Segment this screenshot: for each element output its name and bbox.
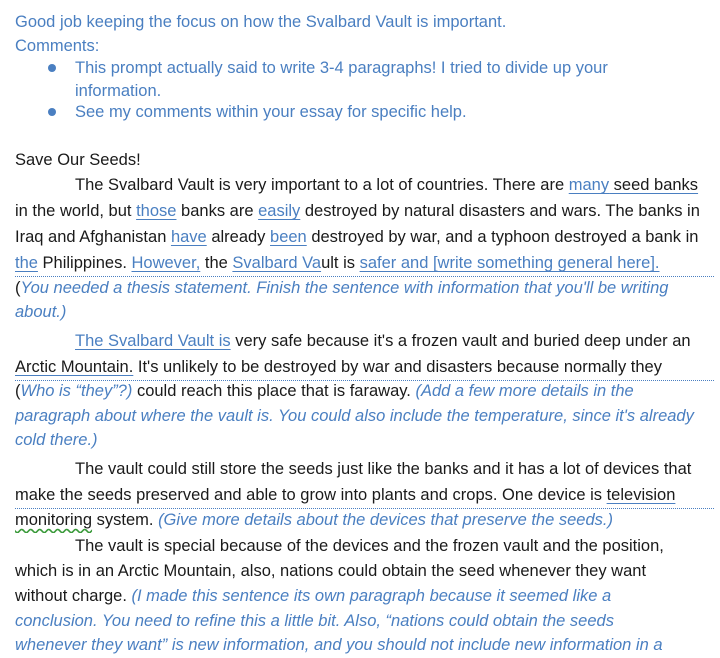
comment-highlight[interactable]: have — [170, 228, 207, 246]
comment-text: (I made this sentence its own paragraph because it seemed like a — [131, 587, 612, 605]
text-span: could reach this place that is faraway. — [132, 382, 416, 400]
text-span: destroyed by war, and a typhoon destroyed a bank in — [306, 228, 699, 246]
comment-highlight[interactable]: The Svalbard Vault is — [75, 332, 231, 350]
text-span: banks are — [176, 202, 259, 220]
comment-text: Who is “they”?) — [20, 382, 133, 400]
paragraph-4-line-1 — [15, 534, 714, 559]
text-span: the — [200, 254, 233, 272]
comment-bullet-1-cont: information. — [75, 82, 162, 100]
comment-paren: ( — [15, 279, 21, 297]
text-span: television — [606, 486, 676, 504]
inline-comment-4-cont: whenever they want” is new information, and you should not include new information in a — [15, 636, 663, 654]
inline-comment-2: paragraph about where the vault is. You could also include the temperature, since it's already — [15, 407, 694, 425]
paragraph-3-line-1 — [15, 457, 714, 482]
essay-title: Save Our Seeds! — [15, 151, 141, 169]
comment-highlight[interactable]: However, — [131, 254, 201, 272]
text-span: Iraq and Afghanistan — [15, 228, 171, 246]
text-span: It's unlikely to be destroyed by war and disasters because normally they — [133, 358, 662, 376]
comment-highlight[interactable]: many — [568, 176, 610, 194]
text-span: destroyed by natural disasters and wars. The banks in — [300, 202, 700, 220]
text-span: Philippines. — [37, 254, 132, 272]
comment-highlight[interactable]: been — [270, 228, 307, 246]
text-span: , but — [99, 202, 137, 220]
comment-text: You needed a thesis statement. Finish the sentence with information that you'll be writing — [20, 279, 669, 297]
paragraph-1-line-3 — [15, 225, 714, 250]
paragraph-1-line-4 — [15, 251, 714, 277]
paragraph-2-line-3 — [15, 379, 714, 404]
text-span: make the seeds preserved and able to grow into plants and crops. One device is — [15, 486, 607, 504]
text-span: seed banks — [609, 176, 699, 194]
text-span: already — [206, 228, 271, 246]
text-span: The Svalbard Vault is very important to a lot of countries. There are — [75, 176, 569, 194]
paragraph-4-line-3 — [15, 584, 714, 609]
paragraph-2-line-2 — [15, 355, 714, 381]
inline-comment-1 — [15, 276, 714, 301]
comment-text: (Add a few more details in the — [415, 382, 634, 400]
inline-comment-2-cont: cold there.) — [15, 431, 98, 449]
text-span: The vault is special because of the devices and the frozen vault and the position, — [75, 537, 664, 555]
comment-highlight[interactable]: Svalbard Va — [232, 254, 322, 272]
comment-highlight[interactable]: easily — [258, 202, 301, 220]
feedback-intro: Good job keeping the focus on how the Svalbard Vault is important. — [15, 13, 507, 31]
text-span: Arctic Mountain. — [15, 358, 134, 376]
comment-bullet-1: This prompt actually said to write 3-4 paragraphs! I tried to divide up your — [75, 59, 608, 77]
spellcheck-word[interactable]: monitoring — [15, 511, 93, 529]
paragraph-2-line-1 — [15, 329, 714, 354]
comment-bullet-2: See my comments within your essay for specific help. — [75, 103, 467, 121]
text-span: in the world — [15, 202, 100, 220]
paragraph-3-line-2 — [15, 483, 714, 509]
bullet-dot — [48, 64, 56, 72]
comment-paren: ( — [15, 382, 21, 400]
text-span: system. — [92, 511, 159, 529]
paragraph-3-line-3 — [15, 508, 714, 533]
comments-label: Comments: — [15, 37, 100, 55]
paragraph-1-line-1 — [15, 173, 714, 198]
inline-comment-4: conclusion. You need to refine this a little bit. Also, “nations could obtain the seeds — [15, 612, 614, 630]
comment-highlight[interactable]: the — [15, 254, 38, 272]
inline-comment-1-cont: about.) — [15, 303, 67, 321]
text-span: ult is — [321, 254, 360, 272]
comment-text: (Give more details about the devices that preserve the seeds.) — [158, 511, 613, 529]
comment-highlight[interactable]: safer and [write something general here]. — [359, 254, 660, 272]
bullet-dot — [48, 108, 56, 116]
text-span: very safe because it's a frozen vault and buried deep under an — [230, 332, 691, 350]
paragraph-4-line-2: which is in an Arctic Mountain, also, nations could obtain the seed whenever they want — [15, 562, 647, 580]
text-span: without charge. — [15, 587, 132, 605]
paragraph-1-line-2 — [15, 199, 714, 224]
comment-highlight[interactable]: those — [136, 202, 177, 220]
text-span: The vault could still store the seeds just like the banks and it has a lot of devices that — [75, 460, 692, 478]
